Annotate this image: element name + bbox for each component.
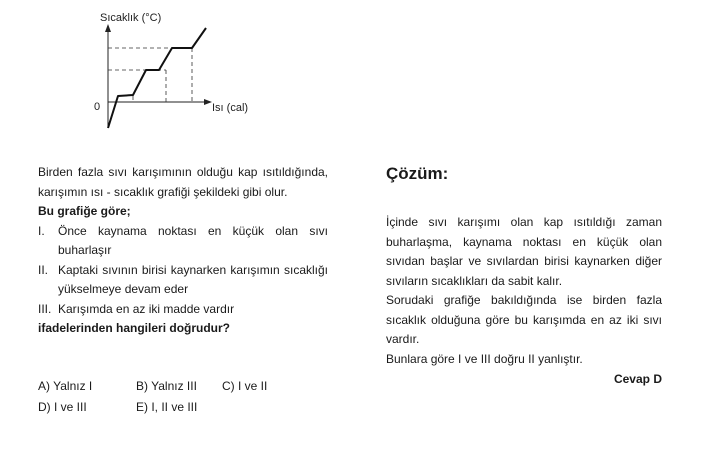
option-b[interactable]: B) Yalnız III [136, 379, 197, 393]
statement-item [38, 261, 328, 300]
graph-curve [108, 28, 206, 128]
x-axis-arrow [204, 99, 212, 105]
statement-item [38, 300, 328, 320]
statement-text: Kaptaki sıvının birisi kaynarken karışımın sıcaklığı yükselmeye devam eder [58, 262, 328, 296]
question-lead: Bu grafiğe göre; [38, 204, 131, 218]
statement-text: Önce kaynama noktası en küçük olan sıvı buharlaşır [58, 223, 328, 257]
solution-block [386, 213, 662, 369]
option-a[interactable]: A) Yalnız I [38, 379, 93, 393]
option-d[interactable]: D) I ve III [38, 400, 87, 414]
option-e[interactable]: E) I, II ve III [136, 400, 198, 414]
question-block [38, 163, 328, 339]
solution-paragraph-3: Bunlara göre I ve III doğru II yanlıştır. [386, 351, 583, 366]
statement-number: II. [38, 262, 49, 277]
statement-number: III. [38, 301, 52, 316]
heat-temperature-graph [88, 10, 258, 130]
question-ask: ifadelerinden hangileri doğrudur? [38, 321, 231, 335]
solution-title: Çözüm: [386, 164, 449, 183]
x-axis-label: Isı (cal) [212, 102, 249, 114]
option-c[interactable]: C) I ve II [222, 379, 268, 393]
statement-number: I. [38, 223, 45, 238]
y-axis-label: Sıcaklık (°C) [100, 12, 162, 24]
answer-label: Cevap D [613, 372, 662, 386]
origin-label: 0 [94, 101, 101, 113]
y-axis-arrow [105, 24, 111, 32]
question-intro: Birden fazla sıvı karışımının olduğu kap ısıtıldığında, karışımın ısı - sıcaklık grafiği şekildeki gibi olur. [38, 165, 328, 199]
solution-paragraph-1: İçinde sıvı karışımı olan kap ısıtıldığı zaman buharlaşma, kaynama noktası en küçük olan sıvıdan başlar ve sıvılardan birisi kaynarken diğer sıvıların sıcaklıkları da sabit kalır. [386, 215, 662, 288]
statement-item [38, 222, 328, 261]
solution-paragraph-2: Sorudaki grafiğe bakıldığında ise birden fazla sıcaklık olduğuna göre bu karışımda en az iki sıvı vardır. [386, 293, 662, 346]
statement-text: Karışımda en az iki madde vardır [58, 301, 235, 316]
